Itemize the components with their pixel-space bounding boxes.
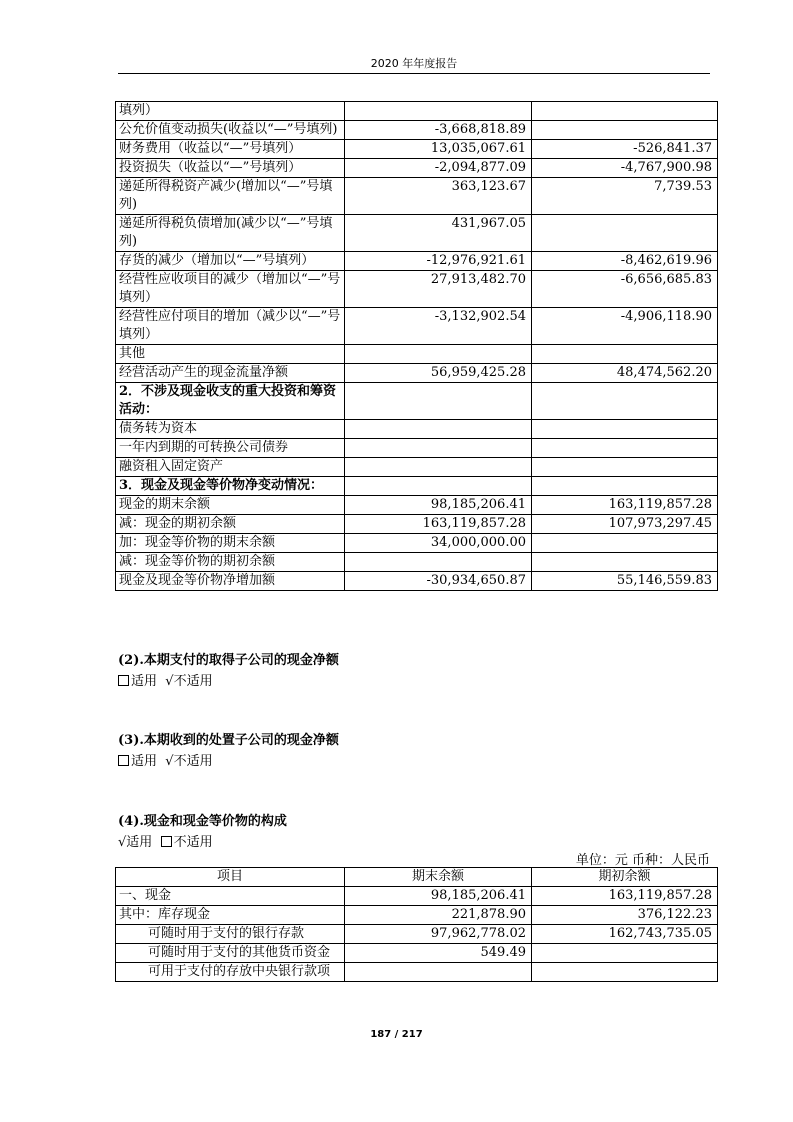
table-row bbox=[116, 439, 718, 458]
table-row bbox=[116, 252, 718, 271]
table-row bbox=[116, 458, 718, 477]
table-row bbox=[116, 345, 718, 364]
prior-amount bbox=[532, 383, 718, 420]
header-end-balance: 期末余额 bbox=[345, 868, 532, 887]
row-label: 加：现金等价物的期末余额 bbox=[116, 534, 345, 553]
table-row bbox=[116, 572, 718, 591]
section-title-2: (2).本期支付的取得子公司的现金净额 bbox=[118, 653, 339, 668]
row-label: 递延所得税资产减少(增加以“—”号填列) bbox=[116, 178, 345, 215]
row-label: 减：现金的期初余额 bbox=[116, 515, 345, 534]
option-not-applicable: 不适用 bbox=[173, 754, 213, 769]
section-title-3: (3).本期收到的处置子公司的现金净额 bbox=[118, 733, 339, 748]
unit-currency-line: 单位：元 币种：人民币 bbox=[575, 853, 710, 868]
table-row bbox=[116, 477, 718, 496]
row-label: 投资损失（收益以“—”号填列） bbox=[116, 159, 345, 178]
row-label: 存货的减少（增加以“—”号填列） bbox=[116, 252, 345, 271]
current-amount bbox=[345, 383, 532, 420]
table-row bbox=[116, 383, 718, 420]
checkbox-icon bbox=[118, 675, 129, 686]
prior-amount bbox=[532, 215, 718, 252]
cash-composition-table bbox=[115, 867, 718, 982]
prior-amount: 163,119,857.28 bbox=[532, 496, 718, 515]
section-heading: 3．现金及现金等价物净变动情况： bbox=[116, 477, 345, 496]
page-number: 187 / 217 bbox=[370, 1029, 423, 1040]
current-amount: -30,934,650.87 bbox=[345, 572, 532, 591]
prior-amount: -8,462,619.96 bbox=[532, 252, 718, 271]
table-row bbox=[116, 906, 718, 925]
prior-amount: 48,474,562.20 bbox=[532, 364, 718, 383]
prior-amount: -4,906,118.90 bbox=[532, 308, 718, 345]
current-amount: 163,119,857.28 bbox=[345, 515, 532, 534]
row-label: 经营性应付项目的增加（减少以“—”号填列） bbox=[116, 308, 345, 345]
table-header-row bbox=[116, 868, 718, 887]
table-row bbox=[116, 102, 718, 121]
current-amount: 56,959,425.28 bbox=[345, 364, 532, 383]
row-label: 可随时用于支付的其他货币资金 bbox=[116, 944, 345, 963]
prior-amount: -526,841.37 bbox=[532, 140, 718, 159]
applicability-options-3 bbox=[118, 750, 213, 769]
current-amount bbox=[345, 420, 532, 439]
current-amount: 363,123.67 bbox=[345, 178, 532, 215]
current-amount: -3,132,902.54 bbox=[345, 308, 532, 345]
end-amount bbox=[345, 963, 532, 982]
table-row bbox=[116, 159, 718, 178]
row-label: 可随时用于支付的银行存款 bbox=[116, 925, 345, 944]
current-amount: -12,976,921.61 bbox=[345, 252, 532, 271]
current-amount bbox=[345, 439, 532, 458]
table-row bbox=[116, 215, 718, 252]
row-label: 公允价值变动损失(收益以“—”号填列) bbox=[116, 121, 345, 140]
header-begin-balance: 期初余额 bbox=[532, 868, 718, 887]
table-row bbox=[116, 534, 718, 553]
table-row bbox=[116, 887, 718, 906]
section-title-4: (4).现金和现金等价物的构成 bbox=[118, 814, 287, 829]
row-label: 现金的期末余额 bbox=[116, 496, 345, 515]
prior-amount bbox=[532, 439, 718, 458]
current-amount: -2,094,877.09 bbox=[345, 159, 532, 178]
row-label: 财务费用（收益以“—”号填列） bbox=[116, 140, 345, 159]
option-not-applicable: 不适用 bbox=[173, 835, 213, 850]
row-label: 减：现金等价物的期初余额 bbox=[116, 553, 345, 572]
row-label: 其中：库存现金 bbox=[116, 906, 345, 925]
table-row bbox=[116, 308, 718, 345]
header-divider bbox=[118, 73, 710, 74]
row-label: 现金及现金等价物净增加额 bbox=[116, 572, 345, 591]
end-amount: 97,962,778.02 bbox=[345, 925, 532, 944]
section-heading: 2．不涉及现金收支的重大投资和筹资活动： bbox=[116, 383, 345, 420]
prior-amount bbox=[532, 420, 718, 439]
page-header: 2020 年年度报告 bbox=[370, 57, 458, 70]
row-label: 填列） bbox=[116, 102, 345, 121]
begin-amount bbox=[532, 963, 718, 982]
table-row bbox=[116, 121, 718, 140]
row-label: 融资租入固定资产 bbox=[116, 458, 345, 477]
current-amount: 98,185,206.41 bbox=[345, 496, 532, 515]
table-row bbox=[116, 271, 718, 308]
applicability-options-2 bbox=[118, 670, 213, 689]
checkbox-icon bbox=[161, 836, 172, 847]
current-amount: 34,000,000.00 bbox=[345, 534, 532, 553]
header-item: 项目 bbox=[116, 868, 345, 887]
begin-amount: 376,122.23 bbox=[532, 906, 718, 925]
row-label: 经营性应收项目的减少（增加以“—”号填列） bbox=[116, 271, 345, 308]
end-amount: 549.49 bbox=[345, 944, 532, 963]
prior-amount bbox=[532, 345, 718, 364]
current-amount bbox=[345, 553, 532, 572]
begin-amount bbox=[532, 944, 718, 963]
prior-amount bbox=[532, 534, 718, 553]
table-row bbox=[116, 944, 718, 963]
table-row bbox=[116, 963, 718, 982]
row-label: 可用于支付的存放中央银行款项 bbox=[116, 963, 345, 982]
prior-amount: -4,767,900.98 bbox=[532, 159, 718, 178]
current-amount: 431,967.05 bbox=[345, 215, 532, 252]
table-row bbox=[116, 178, 718, 215]
option-applicable: 适用 bbox=[126, 835, 153, 850]
current-amount bbox=[345, 102, 532, 121]
current-amount bbox=[345, 345, 532, 364]
current-amount: -3,668,818.89 bbox=[345, 121, 532, 140]
table-row bbox=[116, 515, 718, 534]
prior-amount: 7,739.53 bbox=[532, 178, 718, 215]
prior-amount bbox=[532, 458, 718, 477]
row-label: 债务转为资本 bbox=[116, 420, 345, 439]
prior-amount: 107,973,297.45 bbox=[532, 515, 718, 534]
check-icon: √ bbox=[165, 674, 174, 689]
check-icon: √ bbox=[118, 835, 127, 850]
current-amount bbox=[345, 477, 532, 496]
checkbox-icon bbox=[118, 755, 129, 766]
current-amount: 27,913,482.70 bbox=[345, 271, 532, 308]
row-label: 递延所得税负债增加(减少以“—”号填列) bbox=[116, 215, 345, 252]
check-icon: √ bbox=[165, 754, 174, 769]
table-row bbox=[116, 553, 718, 572]
prior-amount bbox=[532, 102, 718, 121]
prior-amount: 55,146,559.83 bbox=[532, 572, 718, 591]
option-not-applicable: 不适用 bbox=[173, 674, 213, 689]
end-amount: 221,878.90 bbox=[345, 906, 532, 925]
current-amount: 13,035,067.61 bbox=[345, 140, 532, 159]
row-label: 一、现金 bbox=[116, 887, 345, 906]
row-label: 其他 bbox=[116, 345, 345, 364]
table-row bbox=[116, 420, 718, 439]
row-label: 一年内到期的可转换公司债券 bbox=[116, 439, 345, 458]
begin-amount: 163,119,857.28 bbox=[532, 887, 718, 906]
cash-flow-supplement-table bbox=[115, 101, 718, 591]
table-row bbox=[116, 364, 718, 383]
row-label: 经营活动产生的现金流量净额 bbox=[116, 364, 345, 383]
end-amount: 98,185,206.41 bbox=[345, 887, 532, 906]
prior-amount bbox=[532, 477, 718, 496]
prior-amount: -6,656,685.83 bbox=[532, 271, 718, 308]
begin-amount: 162,743,735.05 bbox=[532, 925, 718, 944]
table-row bbox=[116, 925, 718, 944]
option-applicable: 适用 bbox=[131, 754, 158, 769]
prior-amount bbox=[532, 121, 718, 140]
prior-amount bbox=[532, 553, 718, 572]
option-applicable: 适用 bbox=[131, 674, 158, 689]
table-row bbox=[116, 496, 718, 515]
applicability-options-4 bbox=[118, 831, 213, 850]
current-amount bbox=[345, 458, 532, 477]
table-row bbox=[116, 140, 718, 159]
